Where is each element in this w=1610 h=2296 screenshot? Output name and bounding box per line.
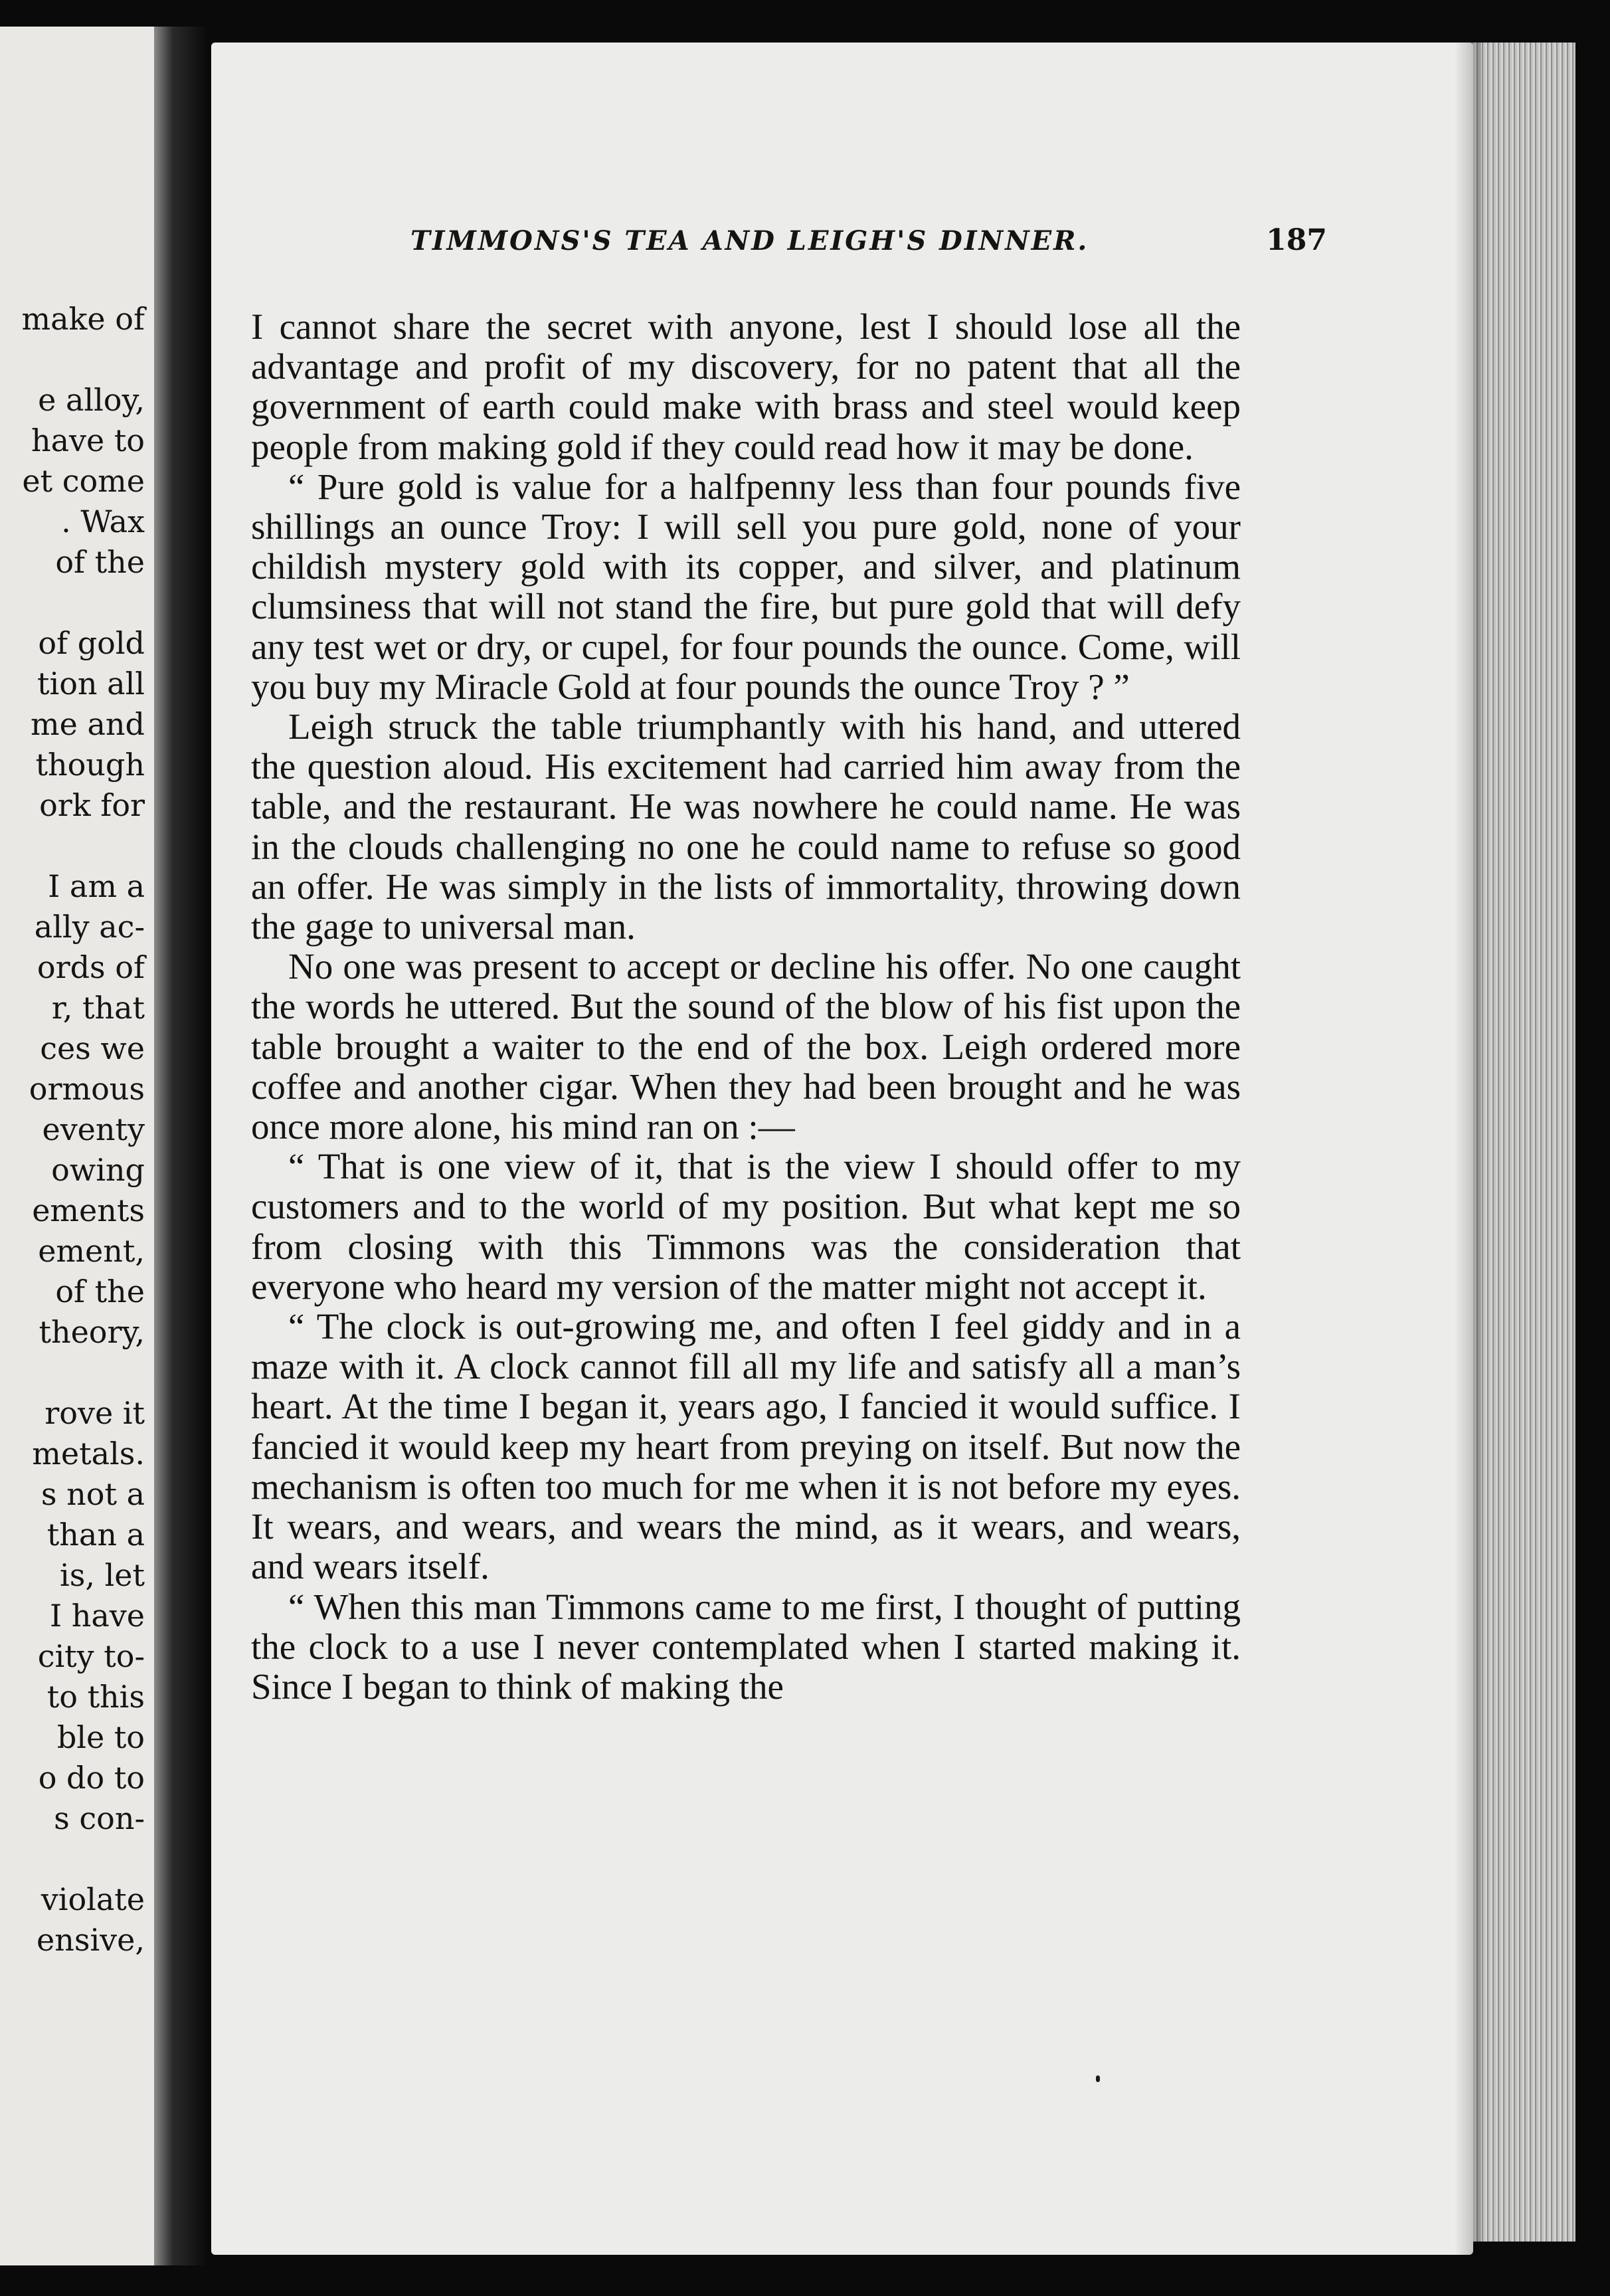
previous-page-line xyxy=(0,339,145,380)
previous-page-line: . Wax xyxy=(61,504,145,539)
previous-page-line: ement, xyxy=(38,1233,145,1269)
previous-page-line: ormous xyxy=(29,1071,145,1107)
previous-page-line: ble to xyxy=(56,1719,145,1755)
previous-page-fragment xyxy=(0,27,154,2265)
previous-page-line: ensive, xyxy=(37,1922,145,1958)
previous-page-line xyxy=(0,583,145,623)
paragraph: Leigh struck the table triumphantly with his hand, and uttered the question aloud. His excitement had carried him away from the table, and the restaurant. He was nowhere he could name. He was in the clouds challenging no one he could name to refuse so good an offer. He was simply in the lists of immortality, throwing down the gage to universal man. xyxy=(251,706,1241,947)
previous-page-line xyxy=(0,1353,145,1393)
previous-page-line: ords of xyxy=(37,949,145,985)
previous-page-line: city to- xyxy=(37,1638,145,1674)
previous-page-line: ally ac- xyxy=(34,909,145,945)
running-head xyxy=(410,223,1340,257)
previous-page-line: though xyxy=(35,747,145,783)
previous-page-line: theory, xyxy=(39,1314,145,1350)
paragraph: “ That is one view of it, that is the view I should offer to my customers and to the world of my position. But what kept me so from closing with this Timmons was the consideration that everyone who heard my version of the matter might not accept it. xyxy=(251,1146,1241,1307)
previous-page-line: have to xyxy=(31,423,145,458)
previous-page-line: owing xyxy=(51,1152,145,1188)
previous-page-line: make of xyxy=(21,301,145,337)
previous-page-line: metals. xyxy=(32,1436,145,1472)
previous-page-line: I am a xyxy=(48,868,145,904)
previous-page-line: s not a xyxy=(41,1476,145,1512)
previous-page-line: r, that xyxy=(51,990,145,1026)
previous-page-line: is, let xyxy=(60,1557,145,1593)
paragraph: No one was present to accept or decline his offer. No one caught the words he uttered. But the sound of the blow of his fist upon the table brought a waiter to the end of the box. Leigh ordered more coffee and another cigar. When they had been brought and he was once more alone, his mind ran on :— xyxy=(251,946,1241,1147)
previous-page-line: ces we xyxy=(40,1030,145,1066)
previous-page-line xyxy=(0,826,145,866)
previous-page-text xyxy=(0,299,145,1961)
previous-page-line: violate xyxy=(41,1881,145,1917)
previous-page-line: rove it xyxy=(45,1395,145,1431)
previous-page-line: than a xyxy=(46,1517,145,1553)
paragraph: I cannot share the secret with anyone, lest I should lose all the advantage and profit of my discovery, for no patent that all the government of earth could make with brass and steel would keep people from making gold if they could read how it may be done. xyxy=(251,306,1241,467)
previous-page-line: ork for xyxy=(39,787,145,823)
previous-page-line: eventy xyxy=(42,1111,145,1147)
running-head-title: TIMMONS'S TEA AND LEIGH'S DINNER. xyxy=(410,225,1089,256)
page-block-edge xyxy=(1469,43,1575,2242)
previous-page-line: of the xyxy=(55,544,145,580)
previous-page-line: I have xyxy=(49,1598,145,1634)
previous-page-line xyxy=(0,1839,145,1879)
previous-page-line: to this xyxy=(46,1679,145,1715)
paragraph: “ The clock is out-growing me, and often I feel giddy and in a maze with it. A clock cannot fill all my life and satisfy all a man’s heart. At the time I began it, years ago, I fancied it would suffice. I fancied it would keep my heart from preying on itself. But now the mechanism is often too much for me when it is not before my eyes. It wears, and wears, and wears the mind, as it wears, and wears, and wears itself. xyxy=(251,1306,1241,1587)
paragraph: “ When this man Timmons came to me first, I thought of putting the clock to a use I never contemplated when I started making it. Since I began to think of making the xyxy=(251,1586,1241,1707)
previous-page-line: ements xyxy=(32,1193,145,1228)
previous-page-line: of the xyxy=(55,1274,145,1309)
previous-page-line: e alloy, xyxy=(38,382,145,418)
previous-page-line: et come xyxy=(22,463,145,499)
book-page xyxy=(211,43,1473,2255)
page-edge-shadow xyxy=(1455,43,1481,2255)
book-gutter-shadow xyxy=(154,27,207,2265)
previous-page-line: s con- xyxy=(54,1800,145,1836)
page-body-text xyxy=(251,307,1241,1707)
previous-page-line: of gold xyxy=(38,625,145,661)
previous-page-line: o do to xyxy=(38,1760,145,1796)
previous-page-line: tion all xyxy=(37,666,145,702)
previous-page-line: me and xyxy=(31,706,145,742)
paragraph: “ Pure gold is value for a halfpenny less than four pounds five shillings an ounce Troy: I will sell you pure gold, none of your childish mystery gold with its copper, and silver, and platinum clumsiness that will not stand the fire, but pure gold that will defy any test wet or dry, or cupel, for four pounds the ounce. Come, will you buy my Miracle Gold at four pounds the ounce Troy ? ” xyxy=(251,466,1241,707)
page-number: 187 xyxy=(1266,223,1327,257)
ink-speck xyxy=(1096,2075,1100,2082)
